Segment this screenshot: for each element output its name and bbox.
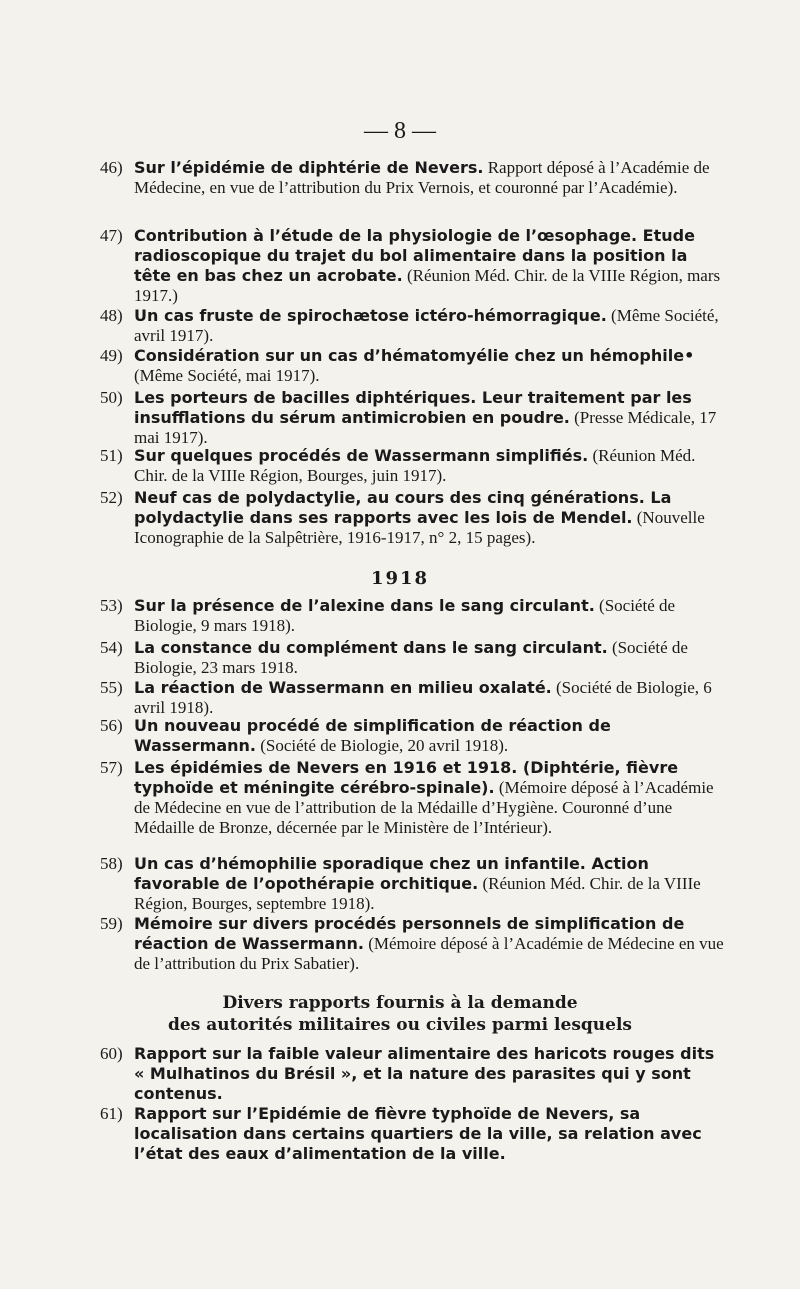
list-item bbox=[100, 638, 725, 678]
entry-reference: (Même Société, mai 1917). bbox=[134, 366, 320, 385]
entry-title: Un cas d’hémophilie sporadique chez un infantile. Action favorable de l’opothérapie orchitique. bbox=[134, 854, 649, 893]
entry-title: Rapport sur la faible valeur alimentaire des haricots rouges dits « Mulhatinos du Brésil », et la nature des parasites qui y sont contenus. bbox=[134, 1044, 715, 1103]
entry-number: 58) bbox=[100, 854, 123, 873]
entry-title: Considération sur un cas d’hématomyélie chez un hémophile• bbox=[134, 346, 695, 365]
entry-reference: (Réunion Méd. Chir. de la VIIIe Région, Bourges, juin 1917). bbox=[134, 446, 696, 485]
entry-number: 50) bbox=[100, 388, 123, 407]
list-item bbox=[100, 758, 725, 838]
entry-reference: (Mémoire déposé à l’Académie de Médecine en vue de l’attribution de la Médaille d’Hygiène. Couronné d’une Médaille de Bronze, décernée par le Ministère de l’Intérieur). bbox=[134, 778, 714, 837]
entry-title: Un cas fruste de spirochætose ictéro-hémorragique. bbox=[134, 306, 607, 325]
entry-reference: (Presse Médicale, 17 mai 1917). bbox=[134, 408, 717, 447]
entry-reference: (Nouvelle Iconographie de la Salpêtrière, 1916-1917, n° 2, 15 pages). bbox=[134, 508, 705, 547]
entry-number: 48) bbox=[100, 306, 123, 325]
list-item bbox=[100, 446, 725, 486]
entry-title: Sur l’épidémie de diphtérie de Nevers. bbox=[134, 158, 484, 177]
page-number: — 8 — bbox=[364, 118, 436, 144]
entry-number: 61) bbox=[100, 1104, 123, 1123]
entry-title: La réaction de Wassermann en milieu oxalaté. bbox=[134, 678, 552, 697]
entry-reference: (Même Société, avril 1917). bbox=[134, 306, 719, 345]
list-item bbox=[100, 716, 725, 756]
list-item bbox=[100, 1104, 725, 1164]
entry-number: 53) bbox=[100, 596, 123, 615]
entry-title: Contribution à l’étude de la physiologie de l’œsophage. Etude radioscopique du trajet du bol alimentaire dans la position la tête en bas chez un acrobate. bbox=[134, 226, 695, 285]
entry-title: Mémoire sur divers procédés personnels de simplification de réaction de Wassermann. bbox=[134, 914, 685, 953]
entry-title: Sur la présence de l’alexine dans le sang circulant. bbox=[134, 596, 595, 615]
entry-title: Un nouveau procédé de simplification de réaction de Wassermann. bbox=[134, 716, 611, 755]
entry-title: Sur quelques procédés de Wassermann simplifiés. bbox=[134, 446, 589, 465]
entry-title: La constance du complément dans le sang circulant. bbox=[134, 638, 608, 657]
list-item bbox=[100, 226, 725, 306]
list-item bbox=[100, 306, 725, 346]
entry-number: 51) bbox=[100, 446, 123, 465]
list-item bbox=[100, 914, 725, 974]
section-heading bbox=[0, 992, 800, 1036]
list-item bbox=[100, 596, 725, 636]
entry-reference: (Réunion Méd. Chir. de la VIIIe Région, mars 1917.) bbox=[134, 266, 721, 305]
entry-reference: (Société de Biologie, 9 mars 1918). bbox=[134, 596, 676, 635]
entry-title: Neuf cas de polydactylie, au cours des cinq générations. La polydactylie dans ses rapports avec les lois de Mendel. bbox=[134, 488, 672, 527]
entry-number: 57) bbox=[100, 758, 123, 777]
entry-number: 46) bbox=[100, 158, 123, 177]
entry-reference: (Société de Biologie, 6 avril 1918). bbox=[134, 678, 712, 717]
year-heading: 1918 bbox=[370, 568, 430, 589]
entry-number: 56) bbox=[100, 716, 123, 735]
entry-title: Les porteurs de bacilles diphtériques. Leur traitement par les insufflations du sérum antimicrobien en poudre. bbox=[134, 388, 692, 427]
list-item bbox=[100, 346, 725, 386]
entry-number: 60) bbox=[100, 1044, 123, 1063]
section-heading-line: des autorités militaires ou civiles parmi lesquels bbox=[168, 1015, 632, 1035]
entry-title: Les épidémies de Nevers en 1916 et 1918. (Diphtérie, fièvre typhoïde et méningite cérébro-spinale). bbox=[134, 758, 679, 797]
entry-title: Rapport sur l’Epidémie de fièvre typhoïde de Nevers, sa localisation dans certains quartiers de la ville, sa relation avec l’état des eaux d’alimentation de la ville. bbox=[134, 1104, 702, 1163]
list-item bbox=[100, 854, 725, 914]
entry-number: 49) bbox=[100, 346, 123, 365]
entry-reference: (Société de Biologie, 20 avril 1918). bbox=[256, 736, 509, 755]
list-item bbox=[100, 388, 725, 448]
list-item bbox=[100, 1044, 725, 1104]
entry-number: 52) bbox=[100, 488, 123, 507]
entry-reference: (Réunion Méd. Chir. de la VIIIe Région, Bourges, septembre 1918). bbox=[134, 874, 701, 913]
entry-number: 59) bbox=[100, 914, 123, 933]
list-item bbox=[100, 678, 725, 718]
section-heading-line: Divers rapports fournis à la demande bbox=[222, 993, 578, 1013]
entry-reference: (Société de Biologie, 23 mars 1918. bbox=[134, 638, 688, 677]
entry-number: 54) bbox=[100, 638, 123, 657]
entry-number: 47) bbox=[100, 226, 123, 245]
list-item bbox=[100, 488, 725, 548]
entry-reference: (Mémoire déposé à l’Académie de Médecine en vue de l’attribution du Prix Sabatier). bbox=[134, 934, 724, 973]
entry-reference: Rapport déposé à l’Académie de Médecine, en vue de l’attribution du Prix Vernois, et couronné par l’Académie). bbox=[134, 158, 710, 197]
entry-number: 55) bbox=[100, 678, 123, 697]
list-item bbox=[100, 158, 725, 198]
